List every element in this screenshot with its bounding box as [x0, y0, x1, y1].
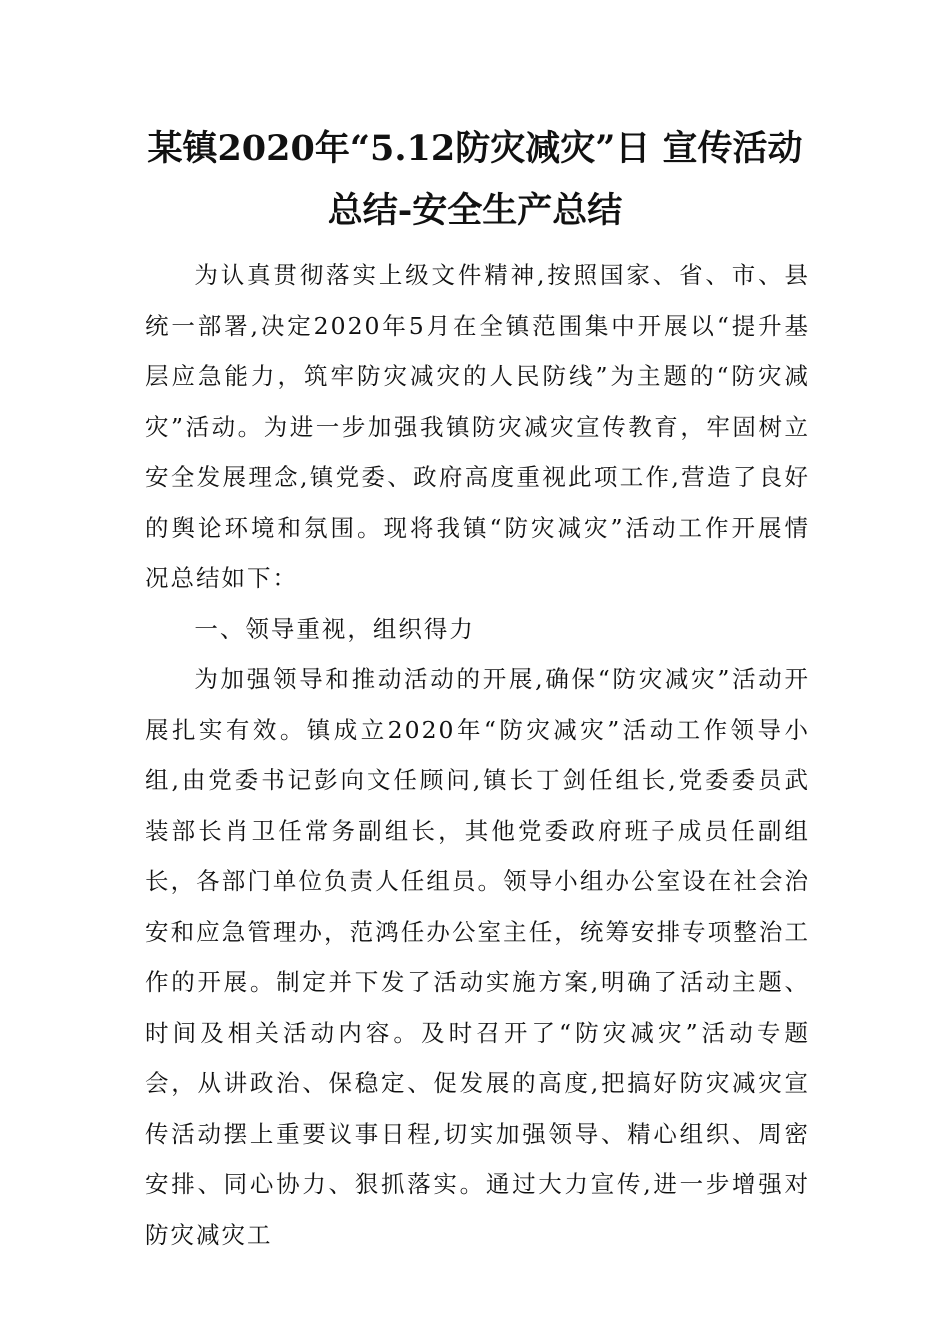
paragraph-intro: 为认真贯彻落实上级文件精神,按照国家、省、市、县统一部署,决定2020年5月在全镇范围集中开展以“提升基层应急能力，筑牢防灾减灾的人民防线”为主题的“防灾减灾”活动。为进一步加强我镇防灾减灾宣传教育，牢固树立安全发展理念,镇党委、政府高度重视此项工作,营造了良好的舆论环境和氛围。现将我镇“防灾减灾”活动工作开展情况总结如下：	[145, 261, 810, 592]
title-line-1: 某镇2020年“5.12防灾减灾”日 宣传活动	[147, 128, 803, 169]
section-heading-1: 一、领导重视，组织得力	[194, 614, 475, 643]
document-title	[140, 118, 810, 242]
paragraph-section-1: 为加强领导和推动活动的开展,确保“防灾减灾”活动开展扎实有效。镇成立2020年“防灾减灾”活动工作领导小组,由党委书记彭向文任顾问,镇长丁剑任组长,党委委员武装部长肖卫任常务副组长，其他党委政府班子成员任副组长，各部门单位负责人任组员。领导小组办公室设在社会治安和应急管理办，范鸿任办公室主任，统筹安排专项整治工作的开展。制定并下发了活动实施方案,明确了活动主题、时间及相关活动内容。及时召开了“防灾减灾”活动专题会，从讲政治、保稳定、促发展的高度,把搞好防灾减灾宣传活动摆上重要议事日程,切实加强领导、精心组织、周密安排、同心协力、狠抓落实。通过大力宣传,进一步增强对防灾减灾工	[145, 665, 810, 1249]
title-line-2: 总结-安全生产总结	[327, 190, 623, 231]
document-body	[145, 250, 810, 1260]
